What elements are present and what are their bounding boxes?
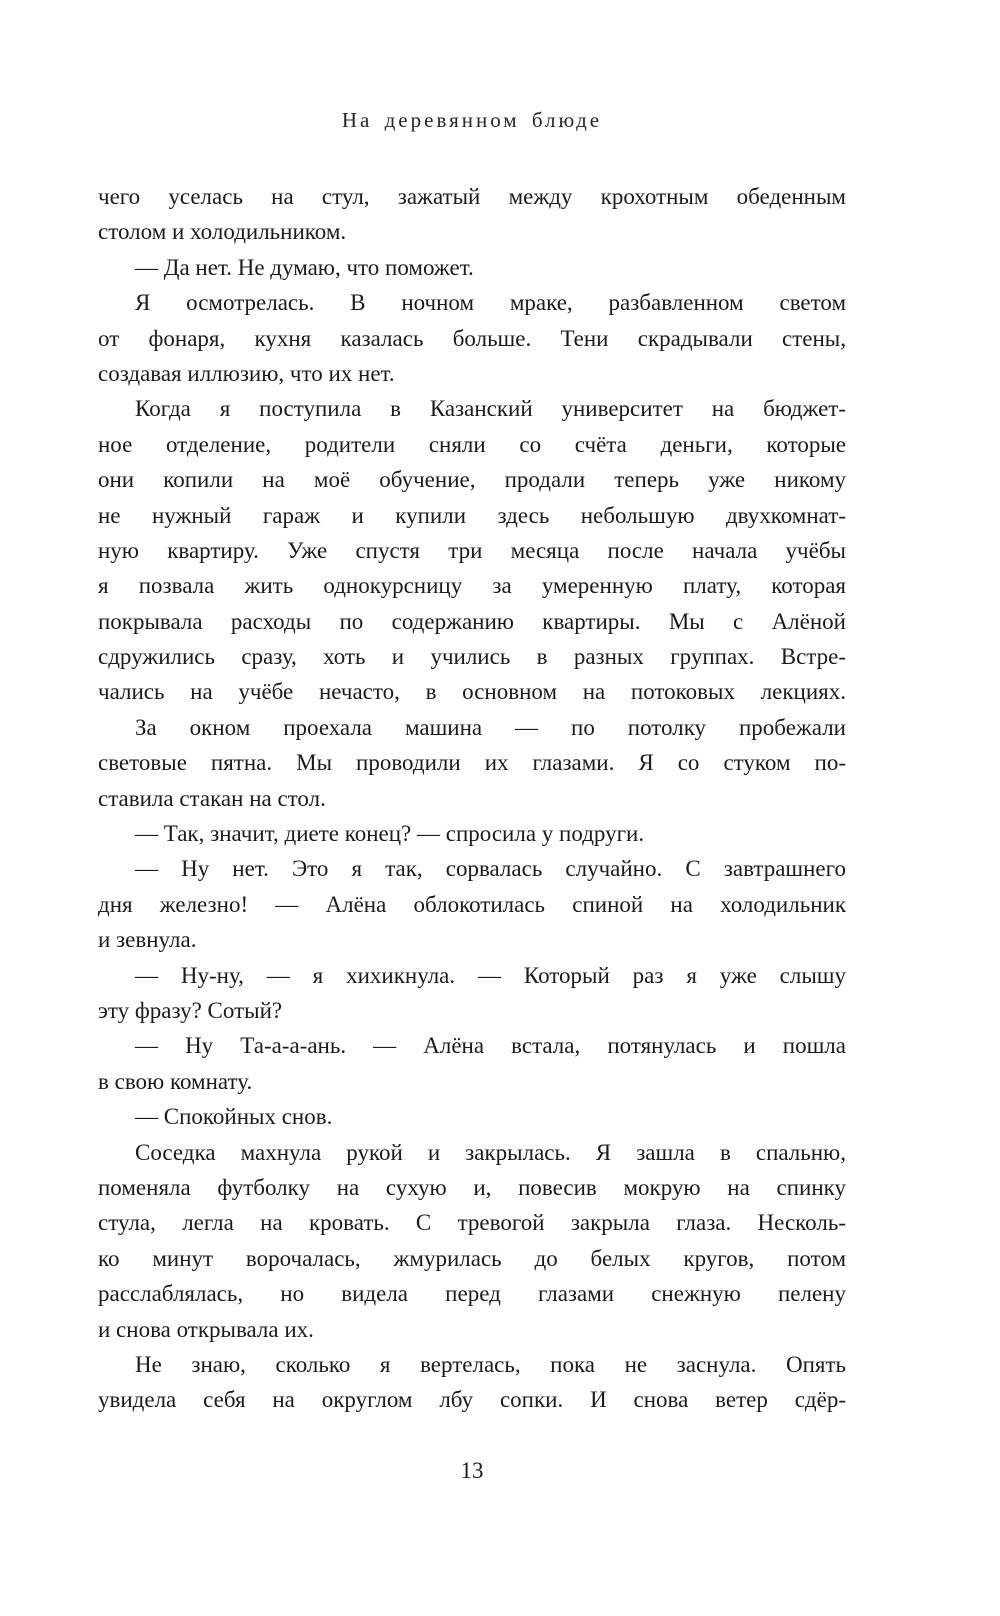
text-line: от фонаря, кухня казалась больше. Тени скрадывали стены, — [98, 325, 846, 351]
text-line: эту фразу? Сотый? — [98, 997, 283, 1023]
text-line: увидела себя на округлом лбу сопки. И снова ветер сдёр- — [98, 1387, 846, 1413]
text-line: чего уселась на стул, зажатый между крохотным обеденным — [98, 184, 846, 209]
text-line: не нужный гараж и купили здесь небольшую двухкомнат- — [98, 502, 846, 528]
text-line: — Спокойных снов. — [135, 1104, 333, 1130]
text-line: они копили на моё обучение, продали теперь уже никому — [98, 467, 846, 493]
text-line: Я осмотрелась. В ночном мраке, разбавленном светом — [135, 290, 846, 316]
text-line: — Ну нет. Это я так, сорвалась случайно. С завтрашнего — [135, 856, 846, 882]
text-line: ставила стакан на стол. — [98, 785, 326, 811]
running-header: На деревянном блюде — [341, 108, 603, 132]
text-line: и зевнула. — [98, 927, 197, 953]
text-line: — Ну Та-а-а-ань. — Алёна встала, потянулась и пошла — [135, 1033, 846, 1059]
text-line: — Да нет. Не думаю, что поможет. — [135, 254, 474, 280]
text-line: покрывала расходы по содержанию квартиры. Мы с Алёной — [98, 608, 846, 634]
body-text — [98, 179, 846, 1418]
text-line: ную квартиру. Уже спустя три месяца после начала учёбы — [98, 537, 846, 563]
text-line: — Ну-ну, — я хихикнула. — Который раз я уже слышу — [135, 962, 846, 988]
text-line: Когда я поступила в Казанский университет на бюджет- — [135, 396, 846, 422]
text-line: Не знаю, сколько я вертелась, пока не заснула. Опять — [135, 1351, 846, 1377]
text-line: ное отделение, родители сняли со счёта деньги, которые — [98, 431, 846, 457]
text-line: сдружились сразу, хоть и учились в разных группах. Встре- — [98, 644, 846, 670]
text-line: я позвала жить однокурсницу за умеренную плату, которая — [98, 573, 846, 599]
text-line: поменяла футболку на сухую и, повесив мокрую на спинку — [98, 1174, 846, 1200]
text-line: дня железно! — Алёна облокотилась спиной на холодильник — [98, 891, 846, 917]
text-line: За окном проехала машина — по потолку пробежали — [135, 714, 846, 740]
text-line: в свою комнату. — [98, 1068, 253, 1094]
page-number: 13 — [460, 1458, 484, 1483]
text-line: и снова открывала их. — [98, 1316, 314, 1342]
text-line: Соседка махнула рукой и закрылась. Я зашла в спальню, — [135, 1139, 846, 1165]
text-line: ко минут ворочалась, жмурилась до белых кругов, потом — [98, 1245, 846, 1271]
text-line: создавая иллюзию, что их нет. — [98, 360, 395, 386]
text-line: — Так, значит, диете конец? — спросила у подруги. — [135, 821, 645, 847]
text-line: расслаблялась, но видела перед глазами снежную пелену — [98, 1281, 846, 1307]
text-line: столом и холодильником. — [98, 219, 347, 245]
text-line: стула, легла на кровать. С тревогой закрыла глаза. Несколь- — [98, 1210, 846, 1236]
text-line: световые пятна. Мы проводили их глазами. Я со стуком по- — [98, 750, 846, 776]
text-line: чались на учёбе нечасто, в основном на потоковых лекциях. — [98, 679, 846, 705]
